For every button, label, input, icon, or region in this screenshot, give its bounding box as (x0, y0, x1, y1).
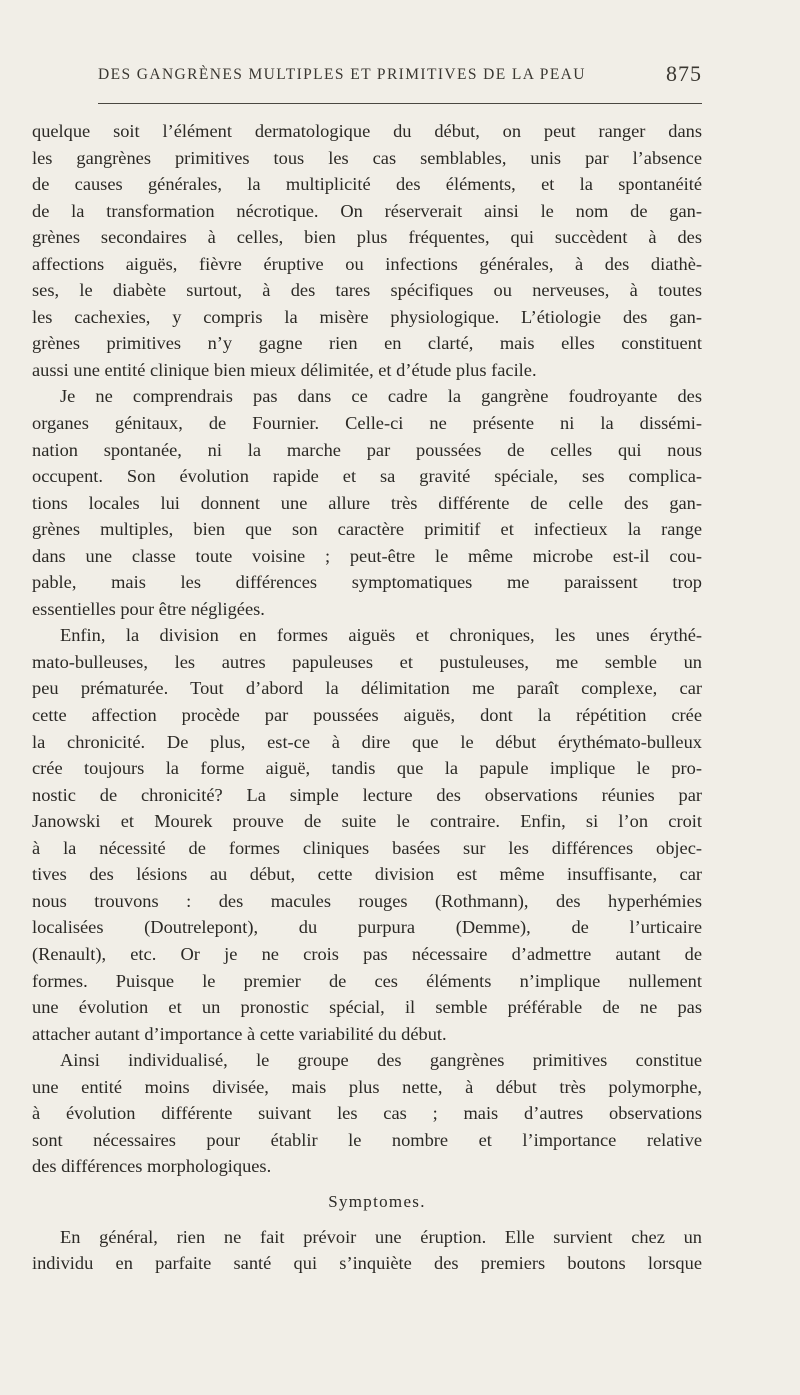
text-line: tives des lésions au début, cette division est même insuffisante, car (32, 864, 702, 885)
text-line: grènes primitives n’y gagne rien en clarté, mais elles constituent (32, 333, 702, 354)
text-line: Je ne comprendrais pas dans ce cadre la gangrène foudroyante des (60, 386, 702, 407)
text-line: à évolution différente suivant les cas ; mais d’autres observations (32, 1103, 702, 1124)
text-line: mato-bulleuses, les autres papuleuses et pustuleuses, me semble un (32, 651, 702, 672)
text-line: crée toujours la forme aiguë, tandis que la papule implique le pro- (32, 758, 702, 779)
text-line: localisées (Doutrelepont), du purpura (Demme), de l’urticaire (32, 917, 702, 938)
running-header (98, 62, 702, 90)
text-line: les gangrènes primitives tous les cas semblables, unis par l’absence (32, 147, 702, 168)
text-line: grènes multiples, bien que son caractère primitif et infectieux la range (32, 519, 702, 540)
text-line: tions locales lui donnent une allure très différente de celle des gan- (32, 492, 702, 513)
text-line: sont nécessaires pour établir le nombre et l’importance relative (32, 1129, 702, 1150)
text-line: nation spontanée, ni la marche par poussées de celles qui nous (32, 439, 702, 460)
text-line: la chronicité. De plus, est-ce à dire que le début érythémato-bulleux (32, 731, 702, 752)
section-heading: Symptomes. (328, 1191, 426, 1211)
text-line: formes. Puisque le premier de ces éléments n’implique nullement (32, 970, 702, 991)
text-line: de causes générales, la multiplicité des éléments, et la spontanéité (32, 174, 702, 195)
text-line: une évolution et un pronostic spécial, il semble préférable de ne pas (32, 997, 702, 1018)
text-line: à la nécessité de formes cliniques basées sur les différences objec- (32, 837, 702, 858)
text-line: attacher autant d’importance à cette variabilité du début. (32, 1023, 447, 1044)
text-line: (Renault), etc. Or je ne crois pas nécessaire d’admettre autant de (32, 943, 702, 964)
text-line: aussi une entité clinique bien mieux délimitée, et d’étude plus facile. (32, 359, 537, 380)
running-title: DES GANGRÈNES MULTIPLES ET PRIMITIVES DE LA PEAU (98, 66, 586, 83)
text-line: grènes secondaires à celles, bien plus fréquentes, qui succèdent à des (32, 227, 702, 248)
text-line: pable, mais les différences symptomatiques me paraissent trop (32, 572, 702, 593)
text-line: de la transformation nécrotique. On réserverait ainsi le nom de gan- (32, 200, 702, 221)
text-line: individu en parfaite santé qui s’inquiète des premiers boutons lorsque (32, 1253, 702, 1274)
page-number: 875 (666, 61, 702, 86)
text-line: essentielles pour être négligées. (32, 598, 265, 619)
text-line: peu prématurée. Tout d’abord la délimitation me paraît complexe, car (32, 678, 702, 699)
text-line: Janowski et Mourek prouve de suite le contraire. Enfin, si l’on croit (32, 811, 702, 832)
text-line: des différences morphologiques. (32, 1156, 272, 1177)
text-line: nous trouvons : des macules rouges (Rothmann), des hyperhémies (32, 890, 702, 911)
text-line: une entité moins divisée, mais plus nette, à début très polymorphe, (32, 1076, 702, 1097)
text-line: affections aiguës, fièvre éruptive ou infections générales, à des diathè- (32, 253, 702, 274)
text-line: En général, rien ne fait prévoir une éruption. Elle survient chez un (60, 1226, 702, 1247)
text-line: occupent. Son évolution rapide et sa gravité spéciale, ses complica- (32, 466, 702, 487)
text-line: organes génitaux, de Fournier. Celle-ci ne présente ni la dissémi- (32, 413, 702, 434)
text-line: Enfin, la division en formes aiguës et chroniques, les unes érythé- (60, 625, 702, 646)
body-text (32, 118, 702, 1277)
text-line: dans une classe toute voisine ; peut-être le même microbe est-il cou- (32, 545, 702, 566)
text-line: cette affection procède par poussées aiguës, dont la répétition crée (32, 705, 702, 726)
text-line: ses, le diabète surtout, à des tares spécifiques ou nerveuses, à toutes (32, 280, 702, 301)
text-line: quelque soit l’élément dermatologique du début, on peut ranger dans (32, 121, 702, 141)
header-rule (98, 103, 702, 104)
text-line: les cachexies, y compris la misère physiologique. L’étiologie des gan- (32, 306, 702, 327)
text-line: nostic de chronicité? La simple lecture des observations réunies par (32, 784, 702, 805)
text-line: Ainsi individualisé, le groupe des gangrènes primitives constitue (60, 1050, 702, 1071)
